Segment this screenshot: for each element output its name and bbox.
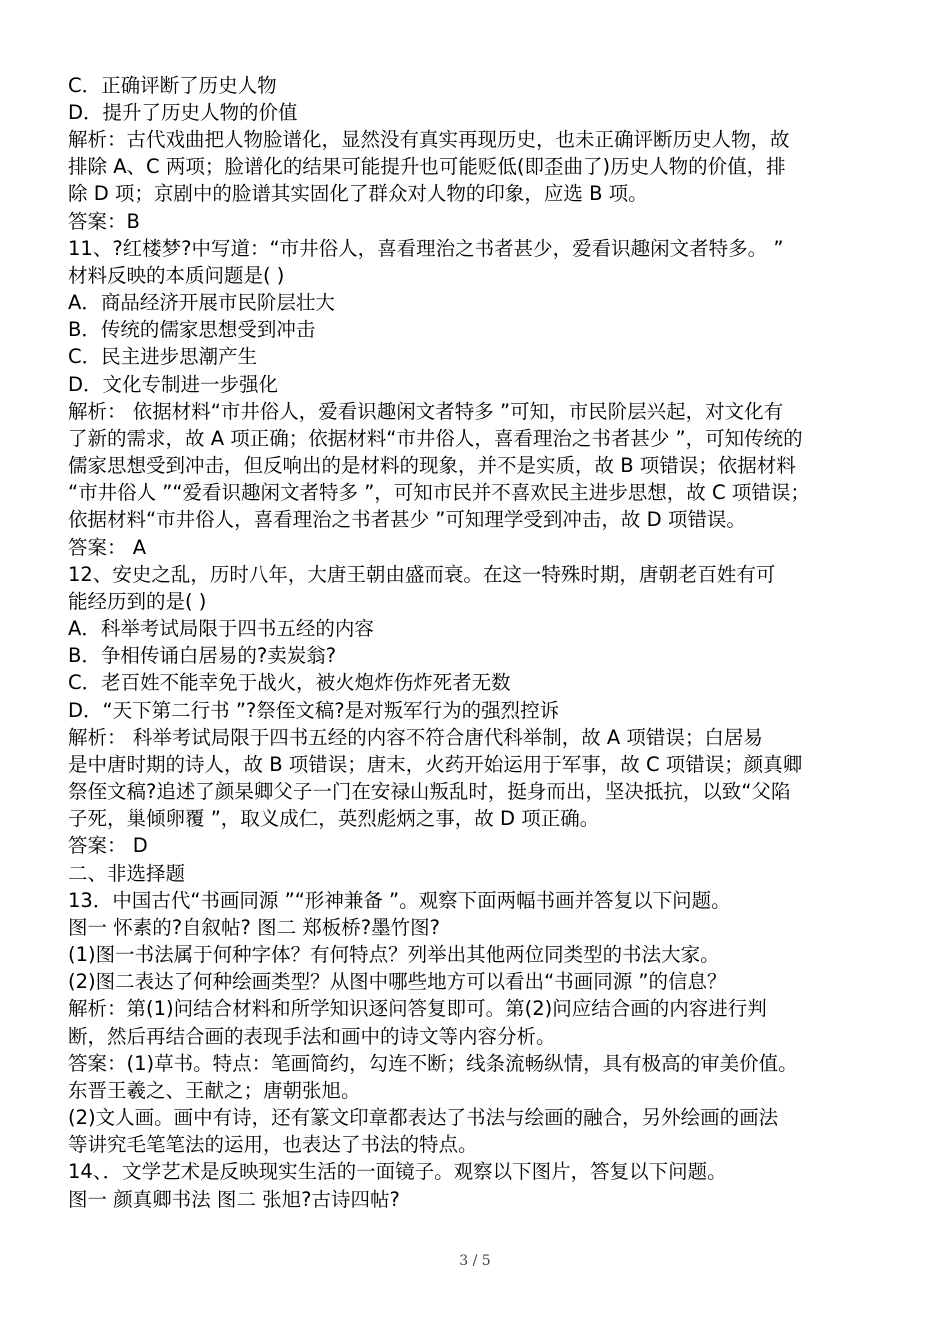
text-line: (1)图一书法属于何种字体？有何特点？列举出其他两位同类型的书法大家。 xyxy=(68,943,720,966)
text-line: 能经历到的是( ) xyxy=(68,590,207,613)
text-line: 图一 怀素的?自叙帖? 图二 郑板桥?墨竹图? xyxy=(68,916,440,939)
text-line: 解析：第(1)问结合材料和所学知识逐问答复即可。第(2)问应结合画的内容进行判 xyxy=(68,997,767,1020)
text-line: 断，然后再结合画的表现手法和画中的诗文等内容分析。 xyxy=(68,1025,556,1048)
text-line: 答案： D xyxy=(68,834,148,857)
text-line: 材料反映的本质问题是( ) xyxy=(68,264,285,287)
text-line: 解析：古代戏曲把人物脸谱化，显然没有真实再现历史，也未正确评断历史人物，故 xyxy=(68,128,790,151)
text-line: 除 D 项；京剧中的脸谱其实固化了群众对人物的印象，应选 B 项。 xyxy=(68,182,648,205)
text-line: A．科举考试局限于四书五经的内容 xyxy=(68,617,374,640)
text-line: 13．中国古代“书画同源 ”“形神兼备 ”。观察下面两幅书画并答复以下问题。 xyxy=(68,889,731,912)
text-line: (2)图二表达了何种绘画类型？从图中哪些地方可以看出“书画同源 ”的信息？ xyxy=(68,970,727,993)
text-line: 答案：B xyxy=(68,210,140,233)
text-line: 解析： 依据材料“市井俗人，爱看识趣闲文者特多 ”可知，市民阶层兴起，对文化有 xyxy=(68,400,784,423)
page-number: 3 / 5 xyxy=(459,1253,491,1269)
text-line: C．民主进步思潮产生 xyxy=(68,345,258,368)
text-line: 二、非选择题 xyxy=(68,862,186,885)
text-line: C．正确评断了历史人物 xyxy=(68,74,277,97)
text-line: 解析： 科举考试局限于四书五经的内容不符合唐代科举制，故 A 项错误；白居易 xyxy=(68,726,763,749)
text-line: 等讲究毛笔笔法的运用，也表达了书法的特点。 xyxy=(68,1133,478,1156)
text-line: D．提升了历史人物的价值 xyxy=(68,101,298,124)
text-line: “市井俗人 ”“爱看识趣闲文者特多 ”，可知市民并不喜欢民主进步思想，故 C 项错误； xyxy=(68,481,810,504)
text-line: B．争相传诵白居易的?卖炭翁? xyxy=(68,644,337,667)
text-line: 图一 颜真卿书法 图二 张旭?古诗四帖? xyxy=(68,1188,400,1211)
text-line: 祭侄文稿?追述了颜杲卿父子一门在安禄山叛乱时，挺身而出，坚决抵抗，以致“父陷 xyxy=(68,780,791,803)
text-line: 依据材料“市井俗人，喜看理治之书者甚少 ”可知理学受到冲击，故 D 项错误。 xyxy=(68,508,746,531)
text-line: 儒家思想受到冲击，但反响出的是材料的现象，并不是实质，故 B 项错误；依据材料 xyxy=(68,454,796,477)
text-line: D．文化专制进一步强化 xyxy=(68,373,279,396)
text-line: 排除 A、C 两项；脸谱化的结果可能提升也可能贬低(即歪曲了)历史人物的价值，排 xyxy=(68,155,786,178)
text-line: (2)文人画。画中有诗，还有篆文印章都表达了书法与绘画的融合，另外绘画的画法 xyxy=(68,1106,779,1129)
text-line: 是中唐时期的诗人，故 B 项错误；唐末，火药开始运用于军事，故 C 项错误；颜真卿 xyxy=(68,753,803,776)
text-line: 14、．文学艺术是反映现实生活的一面镜子。观察以下图片，答复以下问题。 xyxy=(68,1160,727,1183)
text-line: 东晋王羲之、王献之；唐朝张旭。 xyxy=(68,1079,361,1102)
text-line: C．老百姓不能幸免于战火，被火炮炸伤炸死者无数 xyxy=(68,671,511,694)
text-line: 答案：(1)草书。特点：笔画简约，勾连不断；线条流畅纵情，具有极高的审美价值。 xyxy=(68,1052,798,1075)
text-line: 11、?红楼梦?中写道：“市井俗人，喜看理治之书者甚少，爱看识趣闲文者特多。 ” xyxy=(68,237,784,260)
text-line: 了新的需求，故 A 项正确；依据材料“市井俗人，喜看理治之书者甚少 ”，可知传统的 xyxy=(68,427,803,450)
text-line: A．商品经济开展市民阶层壮大 xyxy=(68,291,335,314)
text-line: 12、安史之乱，历时八年，大唐王朝由盛而衰。在这一特殊时期，唐朝老百姓有可 xyxy=(68,563,776,586)
text-line: 答案： A xyxy=(68,536,147,559)
text-line: D．“天下第二行书 ”?祭侄文稿?是对叛军行为的强烈控诉 xyxy=(68,699,560,722)
text-line: B．传统的儒家思想受到冲击 xyxy=(68,318,316,341)
text-line: 子死，巢倾卵覆 ”，取义成仁，英烈彪炳之事，故 D 项正确。 xyxy=(68,807,600,830)
